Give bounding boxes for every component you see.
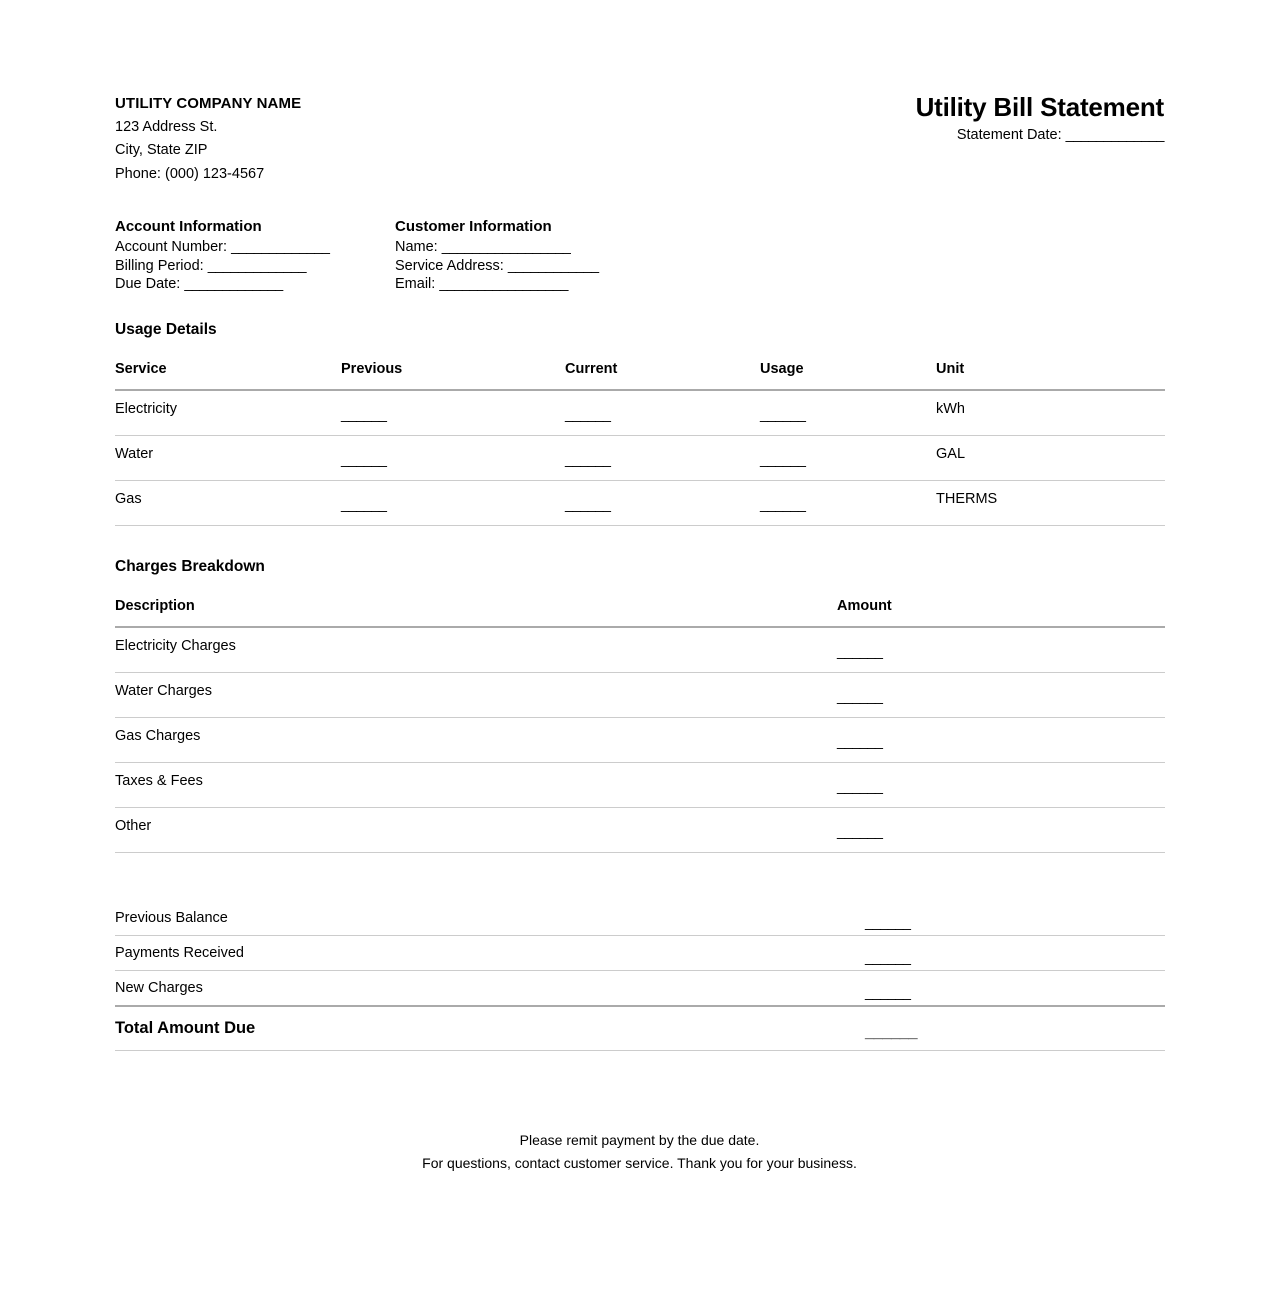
table-row — [115, 971, 1165, 1007]
usage-previous-gas-blank[interactable]: ______ — [341, 497, 387, 513]
charges-column-amount: Amount — [837, 598, 1165, 627]
usage-unit-gas: THERMS — [936, 481, 1165, 526]
table-row — [115, 936, 1165, 971]
email-label: Email: — [395, 276, 436, 292]
charge-amount-electricity-blank[interactable]: ______ — [837, 644, 883, 660]
usage-details-heading: Usage Details — [115, 321, 217, 338]
total-amount-due-blank[interactable]: ______ — [865, 1023, 918, 1041]
usage-column-current: Current — [565, 361, 760, 390]
service-address-blank[interactable]: ____________ — [507, 257, 599, 274]
charge-amount-other-blank[interactable]: ______ — [837, 824, 883, 840]
table-row — [115, 808, 1165, 853]
email-field — [395, 275, 599, 294]
table-row — [115, 436, 1165, 481]
summary-label-new-charges: New Charges — [115, 980, 203, 996]
usage-current-electricity-blank[interactable]: ______ — [565, 407, 611, 423]
usage-previous-electricity-blank[interactable]: ______ — [341, 407, 387, 423]
document-footer — [115, 1129, 1164, 1175]
summary-amount-previous-balance-blank[interactable]: ______ — [865, 915, 911, 931]
service-address-label: Service Address: — [395, 257, 504, 274]
email-blank[interactable]: _________________ — [439, 276, 568, 292]
document-header — [115, 92, 1164, 188]
service-address-field — [395, 257, 599, 276]
charge-amount-gas-blank[interactable]: ______ — [837, 734, 883, 750]
usage-details-table — [115, 361, 1165, 526]
charge-amount-water-blank[interactable]: ______ — [837, 689, 883, 705]
due-date-label: Due Date: — [115, 276, 181, 292]
charge-description-taxes-fees: Taxes & Fees — [115, 763, 837, 808]
account-number-field — [115, 238, 329, 257]
usage-service-gas: Gas — [115, 481, 341, 526]
information-columns — [115, 218, 1164, 296]
usage-previous-water-blank[interactable]: ______ — [341, 452, 387, 468]
usage-usage-gas-blank[interactable]: ______ — [760, 497, 806, 513]
due-date-blank[interactable]: _____________ — [184, 276, 283, 292]
charge-description-other: Other — [115, 808, 837, 853]
charge-description-electricity: Electricity Charges — [115, 627, 837, 673]
usage-current-water-blank[interactable]: ______ — [565, 452, 611, 468]
summary-amount-new-charges-blank[interactable]: ______ — [865, 985, 911, 1001]
summary-label-payments-received: Payments Received — [115, 936, 865, 971]
table-row — [115, 673, 1165, 718]
billing-period-blank[interactable]: _____________ — [207, 257, 307, 274]
usage-service-electricity: Electricity — [115, 390, 341, 436]
account-number-label: Account Number: — [115, 239, 228, 255]
charges-breakdown-table — [115, 598, 1165, 853]
due-date-field — [115, 275, 329, 294]
charge-description-water: Water Charges — [115, 673, 837, 718]
total-amount-due-label: Total Amount Due — [115, 1006, 865, 1051]
summary-label-previous-balance: Previous Balance — [115, 901, 865, 936]
company-address-line-1: 123 Address St. — [115, 118, 218, 135]
charges-table-header-row — [115, 598, 1165, 627]
summary-table — [115, 901, 1165, 1051]
usage-service-water: Water — [115, 436, 341, 481]
charge-amount-taxes-fees-blank[interactable]: ______ — [837, 779, 883, 795]
customer-name-field — [395, 238, 599, 257]
document-title-block — [916, 92, 1164, 143]
usage-usage-water-blank[interactable]: ______ — [760, 452, 806, 468]
statement-date-label: Statement Date: — [956, 127, 1062, 143]
usage-unit-electricity: kWh — [936, 390, 1165, 436]
table-row — [115, 763, 1165, 808]
usage-table-header-row — [115, 361, 1165, 390]
table-row — [115, 481, 1165, 526]
usage-details-section — [115, 321, 1164, 526]
charges-breakdown-heading: Charges Breakdown — [115, 558, 265, 575]
company-phone: Phone: (000) 123-4567 — [115, 165, 265, 182]
usage-current-gas-blank[interactable]: ______ — [565, 497, 611, 513]
customer-information-block — [395, 218, 599, 294]
company-name: UTILITY COMPANY NAME — [115, 95, 302, 112]
charge-description-gas: Gas Charges — [115, 718, 837, 763]
customer-information-heading: Customer Information — [395, 218, 552, 235]
usage-column-previous: Previous — [341, 361, 565, 390]
billing-period-label: Billing Period: — [115, 257, 204, 274]
total-amount-due-row — [115, 1006, 1165, 1051]
footer-line-1: Please remit payment by the due date. — [519, 1132, 760, 1148]
summary-amount-payments-received-blank[interactable]: ______ — [865, 950, 911, 966]
customer-name-label: Name: — [395, 239, 438, 255]
billing-period-field — [115, 257, 329, 276]
company-info-block — [115, 92, 301, 186]
usage-column-unit: Unit — [936, 361, 1165, 390]
table-row — [115, 627, 1165, 673]
summary-section — [115, 901, 1164, 1051]
usage-usage-electricity-blank[interactable]: ______ — [760, 407, 806, 423]
account-information-block — [115, 218, 329, 294]
table-row — [115, 390, 1165, 436]
charges-column-description: Description — [115, 598, 837, 627]
table-row — [115, 901, 1165, 936]
statement-date-blank[interactable]: _____________ — [1065, 127, 1164, 143]
statement-date-field — [916, 127, 1164, 143]
usage-unit-water: GAL — [936, 436, 1165, 481]
company-address-line-2: City, State ZIP — [115, 142, 208, 158]
charges-breakdown-section — [115, 558, 1164, 853]
customer-name-blank[interactable]: _________________ — [441, 239, 571, 255]
usage-column-usage: Usage — [760, 361, 936, 390]
footer-line-2: For questions, contact customer service. Thank you for your business. — [422, 1155, 857, 1171]
account-number-blank[interactable]: _____________ — [231, 239, 330, 255]
account-information-heading: Account Information — [115, 218, 262, 235]
table-row — [115, 718, 1165, 763]
usage-column-service: Service — [115, 361, 341, 390]
page-title: Utility Bill Statement — [915, 92, 1164, 122]
